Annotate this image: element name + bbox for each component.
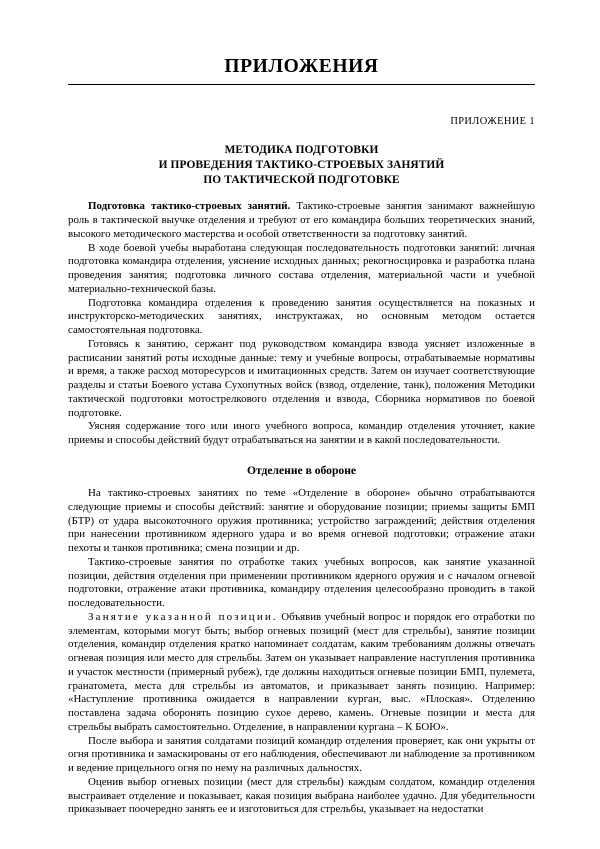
paragraph-10: Оценив выбор огневых позиции (мест для стрельбы) каждым солдатом, командир отделения выстраивает отделение и показывает, какая позиция выбрана наиболее удачно. Для убедительности приказывает поочередно занять ее и изготовиться для стрельбы, указывает на недостатки bbox=[68, 775, 535, 816]
paragraph-4: Готовясь к занятию, сержант под руководством командира взвода уясняет изложенные в расписании занятий роты исходные данные: тему и учебные вопросы, отрабатываемые нормативы и время, а также расход моторесурсов и имитационных средств. Затем он изучает соответствующие разделы и статьи Боевого устава Сухопутных войск (взвод, отделение, танк), положения Методики тактической подготовки мотострелкового отделения и взвода, Сборника нормативов по боевой подготовке. bbox=[68, 337, 535, 419]
paragraph-5: Уясняя содержание того или иного учебного вопроса, командир отделения уточняет, какие приемы и способы действий будут отрабатываться на занятии и в какой последовательности. bbox=[68, 420, 535, 447]
page-content bbox=[68, 0, 535, 817]
subtitle-line-2: И ПРОВЕДЕНИЯ ТАКТИКО-СТРОЕВЫХ ЗАНЯТИЙ bbox=[158, 158, 445, 171]
page-title: ПРИЛОЖЕНИЯ bbox=[224, 56, 379, 77]
paragraph-8 bbox=[68, 611, 535, 735]
subtitle-line-3: ПО ТАКТИЧЕСКОЙ ПОДГОТОВКЕ bbox=[203, 173, 400, 186]
paragraph-7: Тактико-строевые занятия по отработке таких учебных вопросов, как занятие указанной позиции, действия отделения при применении противником ядерного оружия и с началом огневой подготовки, отражение атаки противника, командиру отделения целесообразно проводить в такой последовательности. bbox=[68, 555, 535, 609]
paragraph-1 bbox=[68, 200, 535, 241]
paragraph-6: На тактико-строевых занятиях по теме «Отделение в обороне» обычно отрабатываются следующие приемы и способы действий: занятие и оборудование позиции; приемы защиты БМП (БТР) от удара высокоточного оружия противника; устройство заграждений; действия отделения при нанесении противником ядерного удара и во время огневой подготовки; отражение атаки пехоты и танков противника; смена позиции и др. bbox=[68, 487, 535, 554]
paragraph-8-lead: Занятие указанной позиции. bbox=[88, 610, 278, 623]
paragraph-8-body: Объявив учебный вопрос и порядок его отработки по элементам, которыми могут быть; выбор огневых позиций (мест для стрельбы), занятие позиции отделения, командир отделения кратко напоминает солдатам, каким требованиям должны отвечать огневая позиция или место для стрельбы. Затем он указывает направление наступления противника и участок местности (примерный рубеж), где должны находиться огневые позиции БМП, пулемета, гранатомета, места для стрельбы из автоматов, и приказывает занять позицию. Например: «Наступление противника ожидается в направлении курган, выс. «Плоская». Отделению поставлена задача оборонять позицию сухое дерево, камень. Огневые позиции и места для стрельбы выбрать самостоятельно. Отделение, в направлении кургана – К БОЮ». bbox=[68, 610, 535, 733]
paragraph-1-lead: Подготовка тактико-строевых занятий. bbox=[88, 200, 291, 213]
paragraph-3: Подготовка командира отделения к проведению занятия осуществляется на показных и инструкторско-методических занятиях, инструктажах, но основным методом остается самостоятельная подготовка. bbox=[68, 296, 535, 337]
appendix-label: ПРИЛОЖЕНИЕ 1 bbox=[450, 116, 535, 128]
document-subtitle bbox=[68, 143, 535, 187]
subtitle-line-1: МЕТОДИКА ПОДГОТОВКИ bbox=[224, 143, 379, 156]
paragraph-1-body: Тактико-строевые занятия занимают важнейшую роль в тактической выучке отделения и требуют от его командира больших теоретических знаний, высокого методического мастерства и особой ответственности за подготовку занятий. bbox=[68, 200, 535, 240]
paragraph-2: В ходе боевой учебы выработана следующая последовательность подготовки занятий: личная подготовка командира отделения, уяснение исходных данных; рекогносцировка и разработка плана проведения занятия; подготовка личного состава отделения, материальной части и учебной материально-технической базы. bbox=[68, 241, 535, 295]
paragraph-9: После выбора и занятия солдатами позиций командир отделения проверяет, как они укрыты от огня противника и замаскированы от его наблюдения, обеспечивают ли наблюдение за противником и ведение прицельного огня по нему на различных дальностях. bbox=[68, 734, 535, 774]
title-divider bbox=[68, 84, 535, 85]
section-heading: Отделение в обороне bbox=[246, 463, 357, 477]
